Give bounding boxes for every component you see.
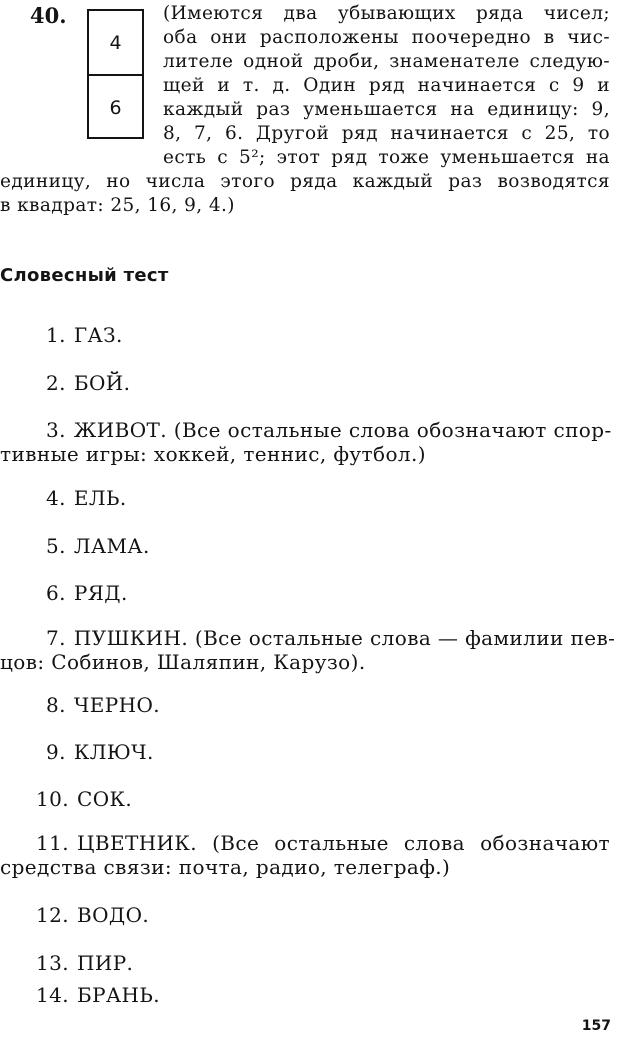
explanation-line: есть с 5²; этот ряд тоже уменьшается на [163,147,610,168]
answer-number: 11. [36,831,70,855]
answer-item [46,486,127,510]
answer-number: 3. [46,418,66,442]
answer-number: 1. [46,323,66,347]
answer-text: ЧЕРНО. [73,693,161,717]
answer-text: ЦВЕТНИК. (Все остальные слова обозначают [77,831,610,855]
explanation-line: в квадрат: 25, 16, 9, 4.) [0,195,235,216]
explanation-line: лителе одной дроби, знаменателе следую- [163,51,610,72]
answer-item [46,740,154,764]
answer-number: 9. [46,740,66,764]
answer-number: 10. [36,787,70,811]
page-number: 157 [581,1018,611,1034]
answer-text: ПУШКИН. (Все остальные слова — фамилии пев- [73,626,616,650]
answer-number: 12. [36,903,70,927]
answer-text: СОК. [77,787,133,811]
answer-text: ЕЛЬ. [73,486,127,510]
answer-item [46,371,130,395]
answer-item [36,903,149,927]
answer-item [46,323,123,347]
answer-number: 6. [46,581,66,605]
answer-number: 7. [46,626,66,650]
answer-text: ЖИВОТ. (Все остальные слова обозначают спор- [73,418,612,442]
explanation-line: (Имеются два убывающих ряда чисел; [163,3,610,24]
explanation-line: каждый раз уменьшается на единицу: 9, [163,99,610,120]
answer-number: 2. [46,371,66,395]
answer-number: 5. [46,534,66,558]
answer-continuation: средства связи: почта, радио, телеграф.) [0,855,451,879]
explanation-line: оба они расположены поочередно в чис- [163,27,610,48]
answer-text: КЛЮЧ. [73,740,154,764]
answer-text: ГАЗ. [73,323,123,347]
explanation-line: щей и т. д. Один ряд начинается с 9 и [163,75,610,96]
fraction-box [87,9,144,139]
answer-item [46,626,616,650]
answer-text: ВОДО. [77,903,150,927]
answer-continuation: цов: Собинов, Шаляпин, Карузо). [0,650,366,674]
answer-number: 4. [46,486,66,510]
answer-item [36,831,610,855]
answer-item [46,693,160,717]
explanation-line: единицу, но числа этого ряда каждый раз возводятся [0,171,610,192]
section-title: Словесный тест [0,265,169,286]
answer-item [46,581,128,605]
answer-text: РЯД. [73,581,128,605]
problem-number: 40. [30,3,67,28]
answer-text: БОЙ. [73,371,131,395]
answer-item [46,534,150,558]
answer-number: 13. [36,951,70,975]
answer-item [36,787,132,811]
answer-item [46,418,610,442]
box-bottom-value: 6 [109,96,122,119]
answer-text: ПИР. [77,951,134,975]
answer-number: 8. [46,693,66,717]
answer-text: БРАНЬ. [77,983,160,1007]
answer-number: 14. [36,983,70,1007]
answer-text: ЛАМА. [73,534,150,558]
answer-item [36,951,133,975]
explanation-line: 8, 7, 6. Другой ряд начинается с 25, то [163,123,610,144]
box-top-value: 4 [89,11,142,76]
answer-item [36,983,160,1007]
answer-continuation: тивные игры: хоккей, теннис, футбол.) [0,442,426,466]
